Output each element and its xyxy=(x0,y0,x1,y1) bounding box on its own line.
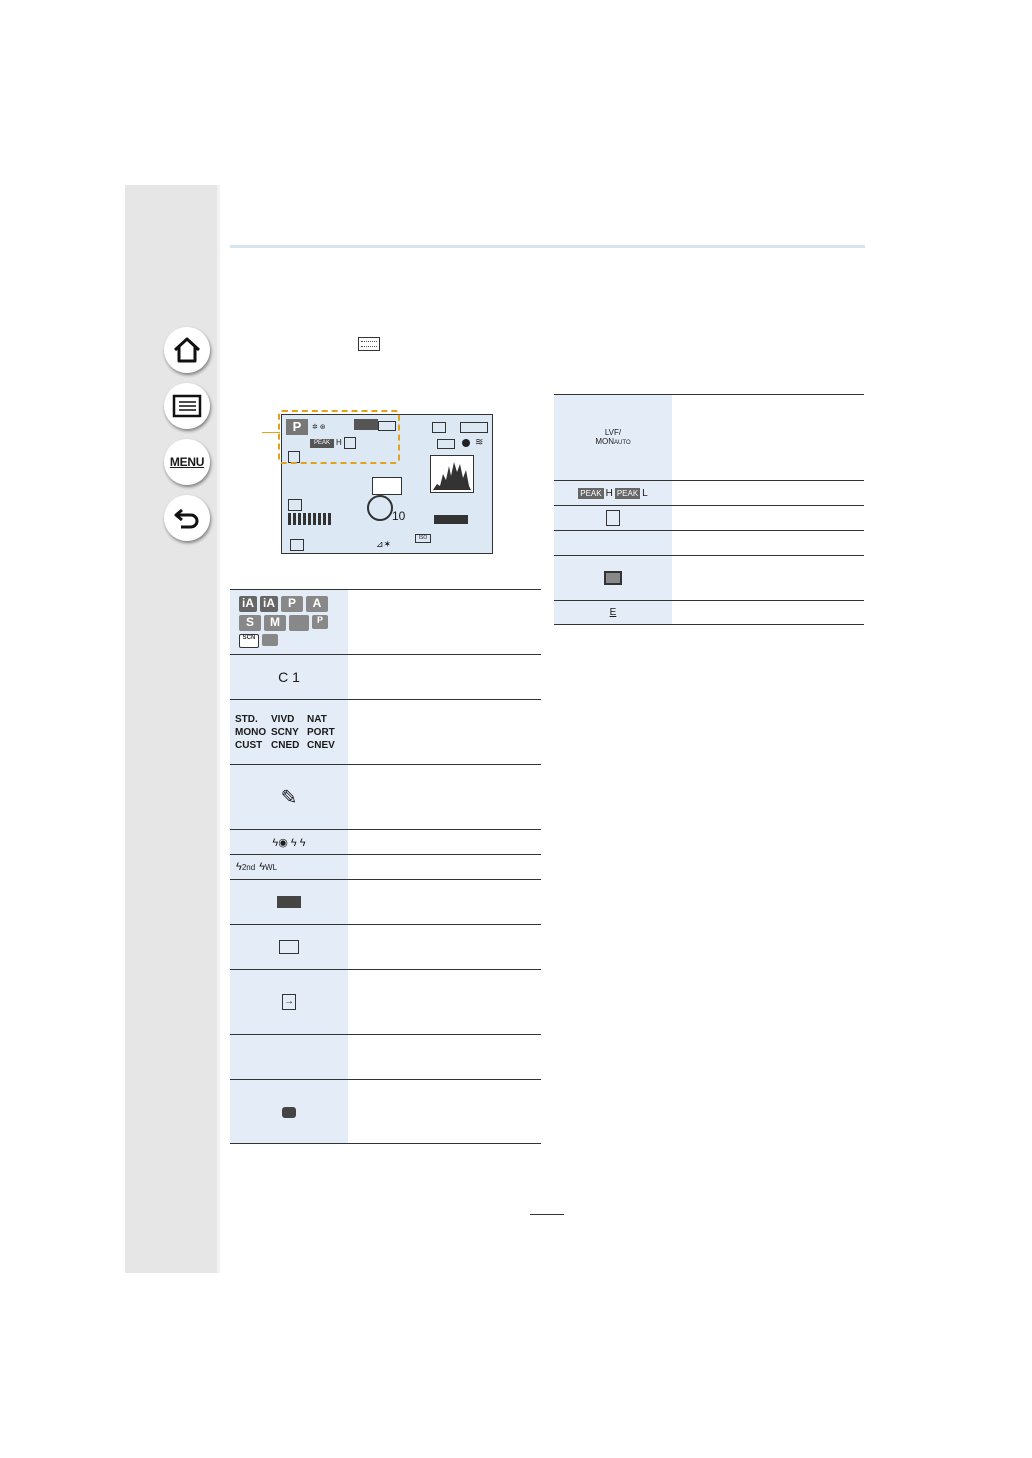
histogram xyxy=(430,455,474,493)
creative-control-icon xyxy=(262,634,278,646)
card-access-icon: → xyxy=(230,970,348,1034)
menu-button[interactable] xyxy=(164,439,210,485)
auto-label: AUTO xyxy=(614,439,631,446)
electronic-shutter-icon: E xyxy=(554,601,672,624)
intelligent-auto-plus-icon: iA xyxy=(260,596,278,612)
intelligent-auto-icon: iA xyxy=(239,596,257,612)
table-row xyxy=(554,394,864,480)
peaking-icons xyxy=(554,481,672,505)
exposure-comp-icon: ⊿✶ xyxy=(376,539,392,549)
table-row xyxy=(554,530,864,555)
left-icon-table xyxy=(230,589,541,1144)
home-button[interactable] xyxy=(164,327,210,373)
photo-style-custom: CUST xyxy=(235,739,263,751)
highlight-frame xyxy=(278,410,400,464)
scene-guide-icon: SCN xyxy=(239,634,259,648)
header-rule xyxy=(230,245,865,248)
iso-icon: ISO xyxy=(415,534,431,543)
flash-icon: ϟ xyxy=(236,861,242,873)
peak-high-label: H xyxy=(605,487,613,499)
photo-style-cinelike-v: CNEV xyxy=(307,739,335,751)
flash-sync-icons xyxy=(230,855,348,879)
photo-style-icons xyxy=(230,700,348,764)
af-area xyxy=(372,477,402,495)
photo-style-scenery: SCNY xyxy=(271,726,299,738)
menu-label: MENU xyxy=(169,455,205,469)
contents-button[interactable] xyxy=(164,383,210,429)
empty-icon-cell xyxy=(230,1035,348,1079)
shutter-mode-icon: S xyxy=(239,615,261,631)
creative-video-icon xyxy=(289,615,309,631)
photo-style-standard: STD. xyxy=(235,713,258,725)
level-meter xyxy=(288,513,332,525)
table-row xyxy=(230,879,541,924)
table-row xyxy=(230,1079,541,1144)
photo-style-icon: ✲ ⊛ xyxy=(312,424,326,431)
shutter-type-icon xyxy=(230,1080,348,1144)
filter-effect-icon: ✎ xyxy=(230,765,348,829)
table-bottom-rule xyxy=(230,1143,541,1144)
table-row xyxy=(230,654,541,699)
self-timer-value: 10 xyxy=(392,509,406,523)
photo-style-cinelike-d: CNED xyxy=(271,739,300,751)
table-row xyxy=(230,764,541,829)
flash-2nd-label: 2nd xyxy=(241,862,256,872)
table-row xyxy=(554,480,864,505)
page-number-rule xyxy=(530,1214,564,1215)
peak-icon: PEAK xyxy=(616,488,639,498)
metering-icon xyxy=(288,499,302,511)
back-button[interactable] xyxy=(164,495,210,541)
mode-badge: P xyxy=(286,419,308,435)
panorama-icon: P xyxy=(312,615,328,629)
flash-red-eye-icons: ϟ◉ ϟ ϟ xyxy=(230,830,348,854)
table-row xyxy=(230,699,541,764)
aperture-mode-icon: A xyxy=(306,596,328,612)
table-row xyxy=(230,1034,541,1079)
peak-low-label: L xyxy=(642,487,648,499)
empty-icon-cell xyxy=(554,531,672,555)
lvf-monitor-switch-icon xyxy=(554,395,672,480)
table-row xyxy=(554,600,864,624)
table-bottom-rule xyxy=(554,624,864,625)
table-row xyxy=(230,829,541,854)
photo-style-portrait: PORT xyxy=(307,726,335,738)
peak-icon: PEAK xyxy=(580,488,602,498)
table-row xyxy=(554,505,864,530)
table-row xyxy=(230,854,541,879)
wifi-icon: ≋ xyxy=(475,437,484,448)
record-icon xyxy=(462,439,470,447)
battery-icon xyxy=(460,422,488,433)
mode-icons xyxy=(230,590,348,654)
camera-icon xyxy=(437,439,455,449)
quality-icon xyxy=(432,422,446,433)
peak-level: H xyxy=(336,438,342,447)
monitor-label: MON xyxy=(595,436,615,446)
lvf-label: LVF/ xyxy=(604,427,622,437)
custom-mode-label: C 1 xyxy=(230,655,348,699)
table-row xyxy=(230,969,541,1034)
flash-wireless-label: WL xyxy=(265,862,278,872)
list-icon xyxy=(172,394,202,418)
exposure-meter xyxy=(434,515,468,524)
table-row xyxy=(230,589,541,654)
manual-mode-icon: M xyxy=(264,615,286,631)
table-row xyxy=(230,924,541,969)
table-row xyxy=(554,555,864,600)
touch-icon xyxy=(290,539,304,551)
display-style-icon xyxy=(358,337,380,351)
return-arrow-icon xyxy=(172,505,202,531)
peak-icon: PEAK xyxy=(310,439,334,448)
self-timer-icon xyxy=(367,495,393,521)
program-mode-icon: P xyxy=(281,596,303,612)
aspect-ratio-icon xyxy=(230,925,348,969)
right-icon-table xyxy=(554,394,864,624)
photo-style-vivid: VIVD xyxy=(271,713,295,725)
sidebar-divider xyxy=(217,185,220,1273)
recording-format-icon xyxy=(230,880,348,924)
avchd-icon xyxy=(277,896,301,908)
multiple-exposure-icon xyxy=(554,556,672,600)
flash-icon: ϟ xyxy=(259,861,266,873)
home-icon xyxy=(172,336,202,364)
photo-style-monochrome: MONO xyxy=(235,726,267,738)
photo-style-natural: NAT xyxy=(307,713,327,725)
highlight-shadow-icon xyxy=(554,506,672,530)
